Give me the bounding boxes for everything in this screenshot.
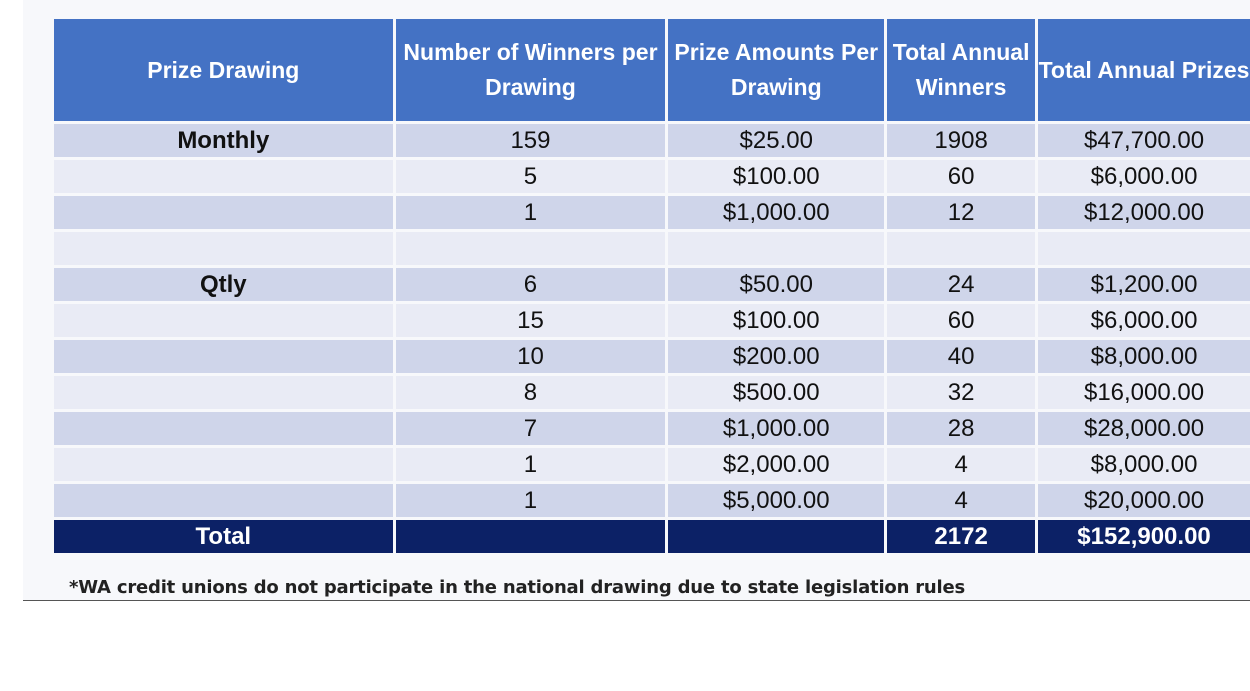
total-winners [396, 520, 666, 553]
total-amount [668, 520, 884, 553]
table-total-row [54, 520, 1250, 553]
cell-annual-prizes: $1,200.00 [1038, 268, 1250, 301]
cell-drawing: Monthly [54, 124, 393, 157]
cell-winners: 6 [396, 268, 666, 301]
cell-winners: 1 [396, 448, 666, 481]
cell-annual-winners: 60 [887, 160, 1035, 193]
cell-annual-prizes: $8,000.00 [1038, 448, 1250, 481]
cell-annual-prizes: $12,000.00 [1038, 196, 1250, 229]
cell-annual-winners: 24 [887, 268, 1035, 301]
cell-annual-prizes: $28,000.00 [1038, 412, 1250, 445]
cell-annual-winners: 1908 [887, 124, 1035, 157]
total-annual-prizes: $152,900.00 [1038, 520, 1250, 553]
table-row [54, 124, 1250, 157]
cell-annual-prizes: $16,000.00 [1038, 376, 1250, 409]
table-row-spacer [54, 232, 1250, 265]
cell-amount: $50.00 [668, 268, 884, 301]
cell-annual-winners: 28 [887, 412, 1035, 445]
cell-amount: $1,000.00 [668, 196, 884, 229]
cell-amount: $25.00 [668, 124, 884, 157]
table-row [54, 484, 1250, 517]
cell-annual-prizes: $8,000.00 [1038, 340, 1250, 373]
cell-annual-winners: 40 [887, 340, 1035, 373]
cell-annual-winners: 32 [887, 376, 1035, 409]
cell-drawing [54, 160, 393, 193]
cell-annual-prizes: $20,000.00 [1038, 484, 1250, 517]
cell-drawing [54, 304, 393, 337]
cell-annual-prizes [1038, 232, 1250, 265]
cell-drawing [54, 232, 393, 265]
table-header-row [54, 19, 1250, 121]
cell-winners: 15 [396, 304, 666, 337]
footnote: *WA credit unions do not participate in the national drawing due to state legislation rules [69, 577, 966, 598]
cell-amount: $100.00 [668, 160, 884, 193]
cell-drawing [54, 340, 393, 373]
header-total-annual-prizes: Total Annual Prizes [1038, 19, 1250, 121]
cell-winners: 8 [396, 376, 666, 409]
table-row [54, 268, 1250, 301]
cell-winners: 10 [396, 340, 666, 373]
cell-amount: $500.00 [668, 376, 884, 409]
cell-annual-prizes: $6,000.00 [1038, 160, 1250, 193]
slide-panel [23, 0, 1250, 601]
cell-annual-winners: 4 [887, 484, 1035, 517]
header-prize-amounts: Prize Amounts Per Drawing [668, 19, 884, 121]
cell-drawing: Qtly [54, 268, 393, 301]
table-row [54, 376, 1250, 409]
cell-annual-prizes: $6,000.00 [1038, 304, 1250, 337]
cell-annual-prizes: $47,700.00 [1038, 124, 1250, 157]
cell-winners: 1 [396, 196, 666, 229]
table-row [54, 412, 1250, 445]
table-row [54, 196, 1250, 229]
table-row [54, 160, 1250, 193]
table-row [54, 448, 1250, 481]
cell-winners: 5 [396, 160, 666, 193]
table-row [54, 304, 1250, 337]
total-annual-winners: 2172 [887, 520, 1035, 553]
cell-amount [668, 232, 884, 265]
cell-drawing [54, 412, 393, 445]
cell-amount: $1,000.00 [668, 412, 884, 445]
cell-winners: 159 [396, 124, 666, 157]
cell-winners: 7 [396, 412, 666, 445]
prize-table [51, 16, 1250, 556]
header-winners-per-drawing: Number of Winners per Drawing [396, 19, 666, 121]
cell-annual-winners: 60 [887, 304, 1035, 337]
cell-drawing [54, 484, 393, 517]
cell-winners [396, 232, 666, 265]
cell-drawing [54, 448, 393, 481]
cell-annual-winners [887, 232, 1035, 265]
cell-annual-winners: 12 [887, 196, 1035, 229]
table-row [54, 340, 1250, 373]
cell-annual-winners: 4 [887, 448, 1035, 481]
header-prize-drawing: Prize Drawing [54, 19, 393, 121]
header-total-annual-winners: Total Annual Winners [887, 19, 1035, 121]
cell-drawing [54, 196, 393, 229]
cell-amount: $2,000.00 [668, 448, 884, 481]
total-label: Total [54, 520, 393, 553]
cell-amount: $5,000.00 [668, 484, 884, 517]
cell-amount: $200.00 [668, 340, 884, 373]
cell-drawing [54, 376, 393, 409]
cell-winners: 1 [396, 484, 666, 517]
cell-amount: $100.00 [668, 304, 884, 337]
